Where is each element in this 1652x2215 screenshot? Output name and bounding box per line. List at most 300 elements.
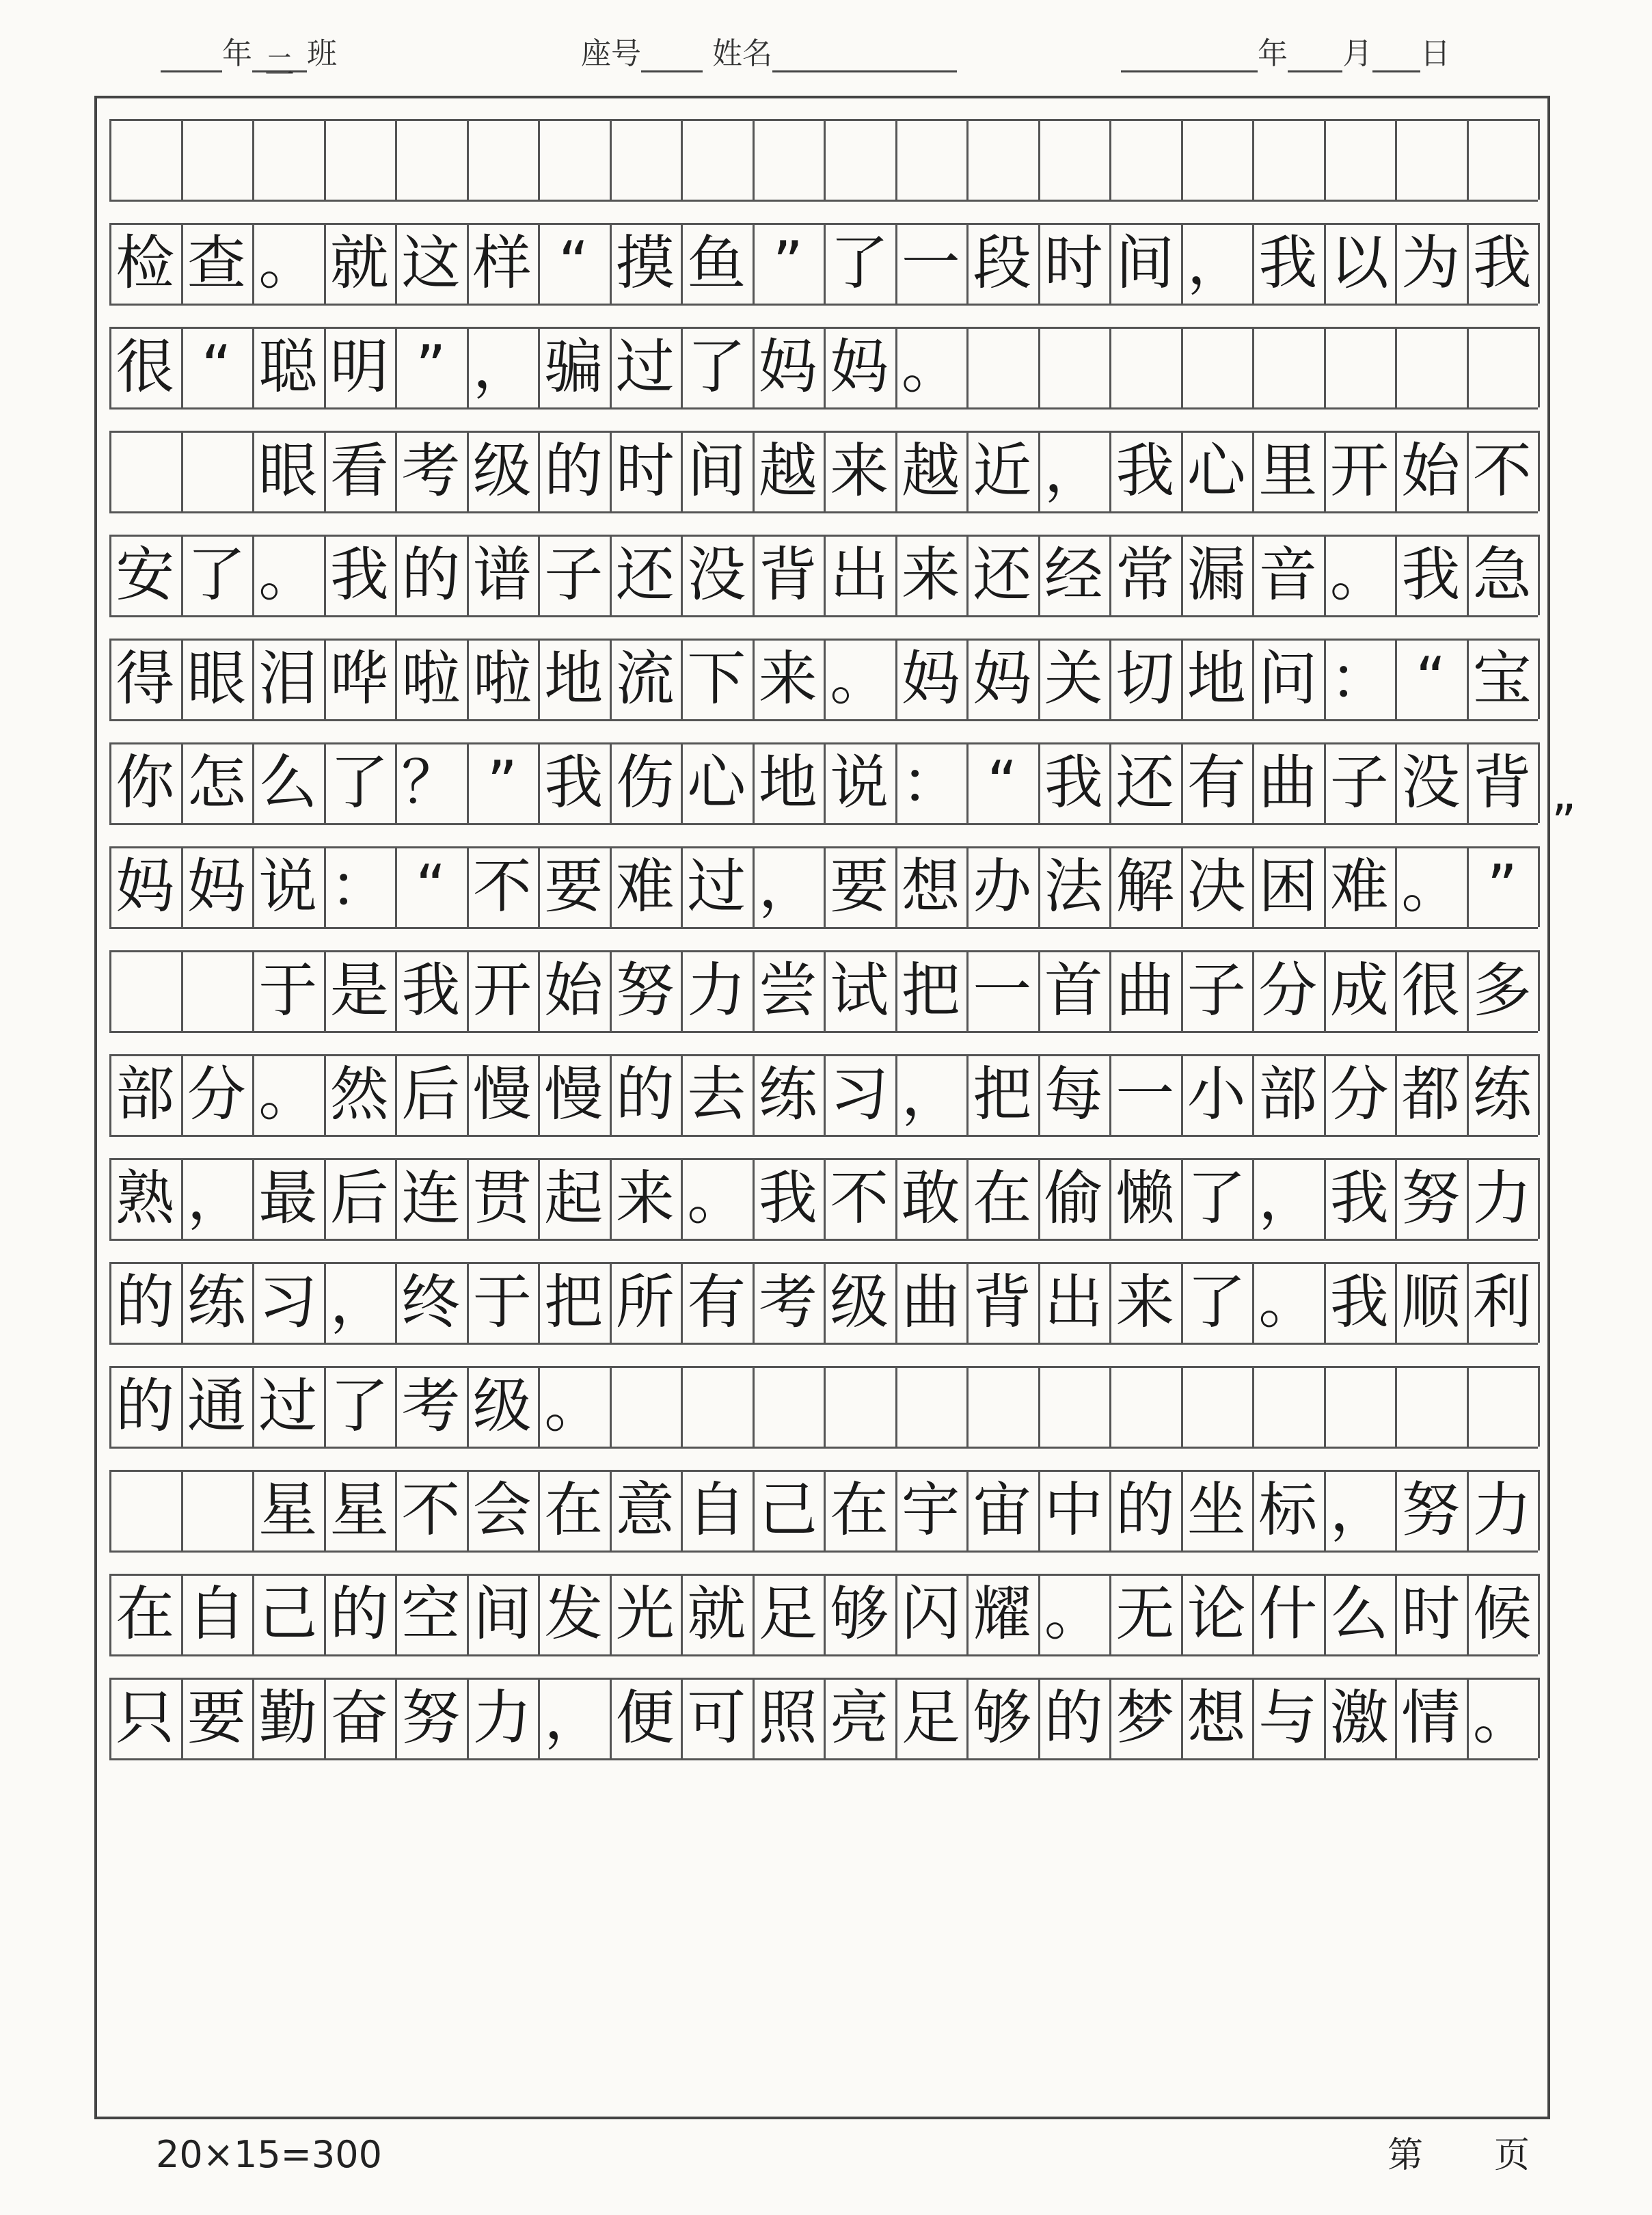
essay-line xyxy=(109,1470,1538,1550)
essay-char: 照 xyxy=(758,1684,817,1752)
essay-char: 明 xyxy=(329,333,389,401)
essay-char: 把 xyxy=(544,1268,604,1337)
essay-char: 标 xyxy=(1258,1476,1318,1544)
essay-char: 流 xyxy=(615,645,675,713)
essay-char: 什 xyxy=(1258,1580,1318,1648)
essay-char: 够 xyxy=(830,1580,889,1648)
essay-char: 级 xyxy=(472,1372,532,1440)
essay-char: 我 xyxy=(1044,749,1103,817)
essay-char: 你 xyxy=(116,749,175,817)
essay-char: 了 xyxy=(187,541,246,609)
essay-char: 有 xyxy=(687,1268,746,1337)
grid-rule xyxy=(109,615,1538,617)
name-label: 姓名 xyxy=(712,36,772,71)
essay-char: 摸 xyxy=(615,229,675,297)
essay-char: 成 xyxy=(1329,956,1389,1025)
essay-char: 子 xyxy=(1329,749,1389,817)
essay-char xyxy=(181,950,253,1031)
essay-char: 的 xyxy=(1044,1684,1103,1752)
essay-char: 看 xyxy=(329,437,389,505)
essay-char: 了 xyxy=(1187,1164,1246,1233)
essay-char: 想 xyxy=(1187,1684,1246,1752)
essay-char: 关 xyxy=(1044,645,1103,713)
essay-char: 检 xyxy=(116,229,175,297)
essay-char: 法 xyxy=(1044,853,1103,921)
character-grid xyxy=(109,119,1538,2095)
essay-char: 时 xyxy=(615,437,675,505)
essay-char: ， xyxy=(901,1060,960,1129)
essay-char: 部 xyxy=(116,1060,175,1129)
essay-char: 通 xyxy=(187,1372,246,1440)
essay-char: 奋 xyxy=(329,1684,389,1752)
essay-char: 一 xyxy=(901,229,960,297)
essay-char: 我 xyxy=(1258,229,1318,297)
essay-char: 星 xyxy=(258,1476,318,1544)
grade-class-field xyxy=(161,29,337,83)
name-blank xyxy=(772,40,957,72)
essay-char: 。 xyxy=(1329,541,1389,609)
essay-char: 背 xyxy=(1472,749,1532,817)
grid-cell-divider xyxy=(1538,950,1540,1031)
essay-char: 常 xyxy=(1115,541,1175,609)
seat-label: 座号 xyxy=(581,36,641,71)
year-blank xyxy=(1121,40,1258,72)
essay-char: 利 xyxy=(1472,1268,1532,1337)
essay-char: 妈 xyxy=(187,853,246,921)
essay-char: 过 xyxy=(687,853,746,921)
essay-char: 力 xyxy=(1472,1164,1532,1233)
essay-char: 。 xyxy=(1401,853,1461,921)
essay-char: 。 xyxy=(1258,1268,1318,1337)
essay-char: 聪 xyxy=(258,333,318,401)
essay-char: 尝 xyxy=(758,956,817,1025)
essay-char: 就 xyxy=(329,229,389,297)
essay-char: 一 xyxy=(1115,1060,1175,1129)
essay-char: 。 xyxy=(258,229,318,297)
essay-char: 在 xyxy=(973,1164,1032,1233)
essay-char: 贯 xyxy=(472,1164,532,1233)
grid-count-label: 20×15=300 xyxy=(156,2133,382,2176)
essay-char: 在 xyxy=(116,1580,175,1648)
essay-char: 我 xyxy=(758,1164,817,1233)
essay-char: 的 xyxy=(329,1580,389,1648)
essay-char: 怎 xyxy=(187,749,246,817)
essay-char: 练 xyxy=(187,1268,246,1337)
year-label: 年 xyxy=(1258,36,1288,71)
essay-char: 偷 xyxy=(1044,1164,1103,1233)
grid-rule xyxy=(109,1447,1538,1449)
essay-char: 骗 xyxy=(544,333,604,401)
essay-char: 考 xyxy=(401,1372,461,1440)
essay-char xyxy=(181,1470,253,1550)
grid-rule xyxy=(109,511,1538,513)
essay-char: ： xyxy=(1329,645,1389,713)
essay-char: 解 xyxy=(1115,853,1175,921)
essay-char: 很 xyxy=(1401,956,1461,1025)
essay-char: 还 xyxy=(973,541,1032,609)
essay-char: ” xyxy=(415,333,446,401)
essay-char: 努 xyxy=(1401,1476,1461,1544)
grid-cell-divider xyxy=(1538,1574,1540,1654)
essay-char: 出 xyxy=(1044,1268,1103,1337)
essay-char: 音 xyxy=(1258,541,1318,609)
essay-char: 坐 xyxy=(1187,1476,1246,1544)
essay-char: 耀 xyxy=(973,1580,1032,1648)
essay-char: 开 xyxy=(1329,437,1389,505)
grid-rule xyxy=(109,1135,1538,1137)
essay-char: 自 xyxy=(687,1476,746,1544)
essay-line xyxy=(109,846,1538,927)
essay-char: 在 xyxy=(544,1476,604,1544)
grid-rule xyxy=(109,719,1538,721)
essay-line xyxy=(109,1574,1538,1654)
essay-char: “ xyxy=(201,333,232,401)
essay-char: 漏 xyxy=(1187,541,1246,609)
grid-rule xyxy=(109,823,1538,825)
essay-char: 己 xyxy=(258,1580,318,1648)
grid-cell-divider xyxy=(1538,1366,1540,1447)
essay-char: 了 xyxy=(329,1372,389,1440)
essay-line xyxy=(109,327,1538,407)
essay-char: 练 xyxy=(1472,1060,1532,1129)
essay-char: 要 xyxy=(544,853,604,921)
essay-char: 宇 xyxy=(901,1476,960,1544)
grid-rule xyxy=(109,200,1538,202)
essay-char xyxy=(109,1470,181,1550)
essay-char: ， xyxy=(758,853,817,921)
essay-char: 经 xyxy=(1044,541,1103,609)
essay-char: 来 xyxy=(758,645,817,713)
essay-char: 级 xyxy=(472,437,532,505)
grid-rule xyxy=(109,1550,1538,1553)
essay-char: 里 xyxy=(1258,437,1318,505)
essay-char: 难 xyxy=(1329,853,1389,921)
grid-rule xyxy=(109,1758,1538,1760)
essay-char: 我 xyxy=(1472,229,1532,297)
essay-char: “ xyxy=(1415,645,1446,713)
essay-char xyxy=(109,950,181,1031)
essay-char: ， xyxy=(329,1268,389,1337)
essay-char: 与 xyxy=(1258,1684,1318,1752)
essay-char: “ xyxy=(558,229,589,297)
seat-blank xyxy=(641,40,703,72)
essay-line xyxy=(109,1054,1538,1135)
essay-char: 地 xyxy=(544,645,604,713)
essay-char: 眼 xyxy=(258,437,318,505)
essay-char: 的 xyxy=(544,437,604,505)
essay-char: 我 xyxy=(401,956,461,1025)
essay-char: ， xyxy=(1187,229,1246,297)
grade-blank xyxy=(161,40,222,72)
essay-char: 段 xyxy=(973,229,1032,297)
essay-char: 不 xyxy=(1472,437,1532,505)
essay-char: 力 xyxy=(687,956,746,1025)
essay-char: 闪 xyxy=(901,1580,960,1648)
essay-char: 越 xyxy=(901,437,960,505)
essay-char: 把 xyxy=(973,1060,1032,1129)
essay-char: 间 xyxy=(472,1580,532,1648)
essay-grid-sheet xyxy=(94,96,1550,2119)
essay-char: 还 xyxy=(615,541,675,609)
grid-cell-divider xyxy=(1538,535,1540,615)
essay-char: 了 xyxy=(1187,1268,1246,1337)
essay-char: 过 xyxy=(258,1372,318,1440)
essay-char: 子 xyxy=(544,541,604,609)
essay-char: 来 xyxy=(1115,1268,1175,1337)
essay-char: 间 xyxy=(687,437,746,505)
essay-char: 来 xyxy=(615,1164,675,1233)
essay-char: 考 xyxy=(758,1268,817,1337)
essay-char: 要 xyxy=(187,1684,246,1752)
essay-char: 足 xyxy=(758,1580,817,1648)
essay-char: 分 xyxy=(1258,956,1318,1025)
essay-char: 越 xyxy=(758,437,817,505)
grid-cell-divider xyxy=(1538,742,1540,823)
essay-char: ” xyxy=(1487,853,1518,921)
month-blank xyxy=(1288,40,1342,72)
essay-char: 地 xyxy=(1187,645,1246,713)
essay-char: 难 xyxy=(615,853,675,921)
essay-char: 以 xyxy=(1329,229,1389,297)
essay-char: 后 xyxy=(329,1164,389,1233)
essay-char: 小 xyxy=(1187,1060,1246,1129)
essay-char: 试 xyxy=(830,956,889,1025)
grid-cell-divider xyxy=(1538,1470,1540,1550)
grid-cell-divider xyxy=(1538,846,1540,927)
essay-char: 泪 xyxy=(258,645,318,713)
essay-char: 宝 xyxy=(1472,645,1532,713)
essay-char: ： xyxy=(901,749,960,817)
grid-cell-divider xyxy=(1538,1678,1540,1758)
essay-char: 曲 xyxy=(1115,956,1175,1025)
essay-char: 还 xyxy=(1115,749,1175,817)
essay-char: 出 xyxy=(830,541,889,609)
essay-char: 然 xyxy=(329,1060,389,1129)
essay-char: 妈 xyxy=(901,645,960,713)
essay-char: 我 xyxy=(544,749,604,817)
grid-rule xyxy=(109,304,1538,306)
day-label: 日 xyxy=(1420,36,1450,71)
date-field xyxy=(1121,29,1450,72)
essay-char: 首 xyxy=(1044,956,1103,1025)
essay-char: 努 xyxy=(401,1684,461,1752)
essay-char: 过 xyxy=(615,333,675,401)
essay-line xyxy=(109,1366,1538,1447)
essay-char: 妈 xyxy=(758,333,817,401)
essay-char: 要 xyxy=(830,853,889,921)
essay-char: 顺 xyxy=(1401,1268,1461,1337)
essay-char: 敢 xyxy=(901,1164,960,1233)
essay-char: 心 xyxy=(687,749,746,817)
essay-char: 没 xyxy=(1401,749,1461,817)
essay-char: 么 xyxy=(258,749,318,817)
essay-line xyxy=(109,742,1538,823)
essay-char: 曲 xyxy=(901,1268,960,1337)
essay-char: 候 xyxy=(1472,1580,1532,1648)
essay-char: 论 xyxy=(1187,1580,1246,1648)
class-number: 二 xyxy=(252,40,307,72)
essay-char: 谱 xyxy=(472,541,532,609)
essay-char: 查 xyxy=(187,229,246,297)
essay-char: 分 xyxy=(1329,1060,1389,1129)
essay-char: 为 xyxy=(1401,229,1461,297)
grid-cell-divider xyxy=(1538,119,1540,200)
essay-char: 懒 xyxy=(1115,1164,1175,1233)
essay-char: 。 xyxy=(901,333,960,401)
essay-char: 了 xyxy=(329,749,389,817)
essay-char: 级 xyxy=(830,1268,889,1337)
essay-char: 我 xyxy=(1329,1164,1389,1233)
essay-char: 。 xyxy=(1044,1580,1103,1648)
essay-char: 得 xyxy=(116,645,175,713)
grid-cell-divider xyxy=(1538,327,1540,407)
seat-name-field xyxy=(581,29,957,72)
essay-char: 己 xyxy=(758,1476,817,1544)
essay-char: 一 xyxy=(973,956,1032,1025)
essay-char: 空 xyxy=(401,1580,461,1648)
essay-char: 所 xyxy=(615,1268,675,1337)
essay-char: 可 xyxy=(687,1684,746,1752)
essay-char: 不 xyxy=(830,1164,889,1233)
essay-char: 习 xyxy=(830,1060,889,1129)
essay-char: 力 xyxy=(1472,1476,1532,1544)
essay-char: ” xyxy=(772,229,804,297)
essay-char: 地 xyxy=(758,749,817,817)
essay-char: 有 xyxy=(1187,749,1246,817)
essay-char: 把 xyxy=(901,956,960,1025)
class-label: 班 xyxy=(307,36,337,71)
essay-char: 了 xyxy=(830,229,889,297)
essay-char: 考 xyxy=(401,437,461,505)
essay-char: 便 xyxy=(615,1684,675,1752)
essay-char: 于 xyxy=(472,1268,532,1337)
essay-char: 眼 xyxy=(187,645,246,713)
essay-line xyxy=(109,950,1538,1031)
grid-cell-divider xyxy=(1538,223,1540,304)
essay-char: 想 xyxy=(901,853,960,921)
essay-char: 妈 xyxy=(973,645,1032,713)
essay-char: 我 xyxy=(1401,541,1461,609)
grid-cell-divider xyxy=(1538,1054,1540,1135)
essay-char: 时 xyxy=(1044,229,1103,297)
essay-char: 啦 xyxy=(401,645,461,713)
essay-char: 伤 xyxy=(615,749,675,817)
day-blank xyxy=(1372,40,1420,72)
essay-line xyxy=(109,1158,1538,1239)
essay-char: 意 xyxy=(615,1476,675,1544)
essay-char: ， xyxy=(544,1684,604,1752)
essay-char: 在 xyxy=(830,1476,889,1544)
month-label: 月 xyxy=(1342,36,1372,71)
grid-rule xyxy=(109,927,1538,929)
essay-char: 始 xyxy=(544,956,604,1025)
essay-line xyxy=(109,119,1538,200)
essay-char: 心 xyxy=(1187,437,1246,505)
essay-char: 近 xyxy=(973,437,1032,505)
essay-char: ， xyxy=(1044,437,1103,505)
essay-char: 是 xyxy=(329,956,389,1025)
essay-char: 。 xyxy=(687,1164,746,1233)
essay-char: 。 xyxy=(258,541,318,609)
essay-char: 自 xyxy=(187,1580,246,1648)
essay-char: 背 xyxy=(973,1268,1032,1337)
essay-char: 决 xyxy=(1187,853,1246,921)
grid-cell-divider xyxy=(1538,431,1540,511)
grid-rule xyxy=(109,1031,1538,1033)
essay-char: 勤 xyxy=(258,1684,318,1752)
essay-char: 去 xyxy=(687,1060,746,1129)
essay-char: 的 xyxy=(615,1060,675,1129)
essay-char: 光 xyxy=(615,1580,675,1648)
essay-char: 宙 xyxy=(973,1476,1032,1544)
essay-char: ： xyxy=(329,853,389,921)
essay-char: 起 xyxy=(544,1164,604,1233)
grid-rule xyxy=(109,1239,1538,1241)
essay-char: 问 xyxy=(1258,645,1318,713)
essay-char: 亮 xyxy=(830,1684,889,1752)
essay-char: 会 xyxy=(472,1476,532,1544)
essay-line xyxy=(109,639,1538,719)
essay-char: 努 xyxy=(1401,1164,1461,1233)
essay-char: 么 xyxy=(1329,1580,1389,1648)
essay-char: 无 xyxy=(1115,1580,1175,1648)
essay-char: 我 xyxy=(329,541,389,609)
margin-quote-mark: ” xyxy=(1552,794,1577,850)
essay-char: 妈 xyxy=(116,853,175,921)
essay-char: ， xyxy=(187,1164,246,1233)
essay-line xyxy=(109,1678,1538,1758)
essay-line xyxy=(109,223,1538,304)
essay-char: 间 xyxy=(1115,229,1175,297)
essay-char: ？ xyxy=(401,749,461,817)
essay-char: 哗 xyxy=(329,645,389,713)
essay-char: 我 xyxy=(1115,437,1175,505)
essay-char: 最 xyxy=(258,1164,318,1233)
worksheet-header xyxy=(0,0,1652,89)
essay-char: 够 xyxy=(973,1684,1032,1752)
essay-char: ， xyxy=(1329,1476,1389,1544)
essay-char: 没 xyxy=(687,541,746,609)
essay-char: 说 xyxy=(830,749,889,817)
grade-label: 年 xyxy=(222,36,252,71)
page-number-label: 第 页 xyxy=(1387,2135,1530,2176)
essay-line xyxy=(109,431,1538,511)
essay-char: 的 xyxy=(1115,1476,1175,1544)
essay-char: 啦 xyxy=(472,645,532,713)
grid-cell-divider xyxy=(1538,1158,1540,1239)
essay-char: 妈 xyxy=(830,333,889,401)
essay-char: 中 xyxy=(1044,1476,1103,1544)
essay-char: 办 xyxy=(973,853,1032,921)
essay-char: ， xyxy=(472,333,532,401)
essay-char: 于 xyxy=(258,956,318,1025)
essay-char: “ xyxy=(986,749,1018,817)
essay-char: “ xyxy=(415,853,446,921)
essay-char: 这 xyxy=(401,229,461,297)
essay-char: 终 xyxy=(401,1268,461,1337)
essay-char: 切 xyxy=(1115,645,1175,713)
essay-char: 始 xyxy=(1401,437,1461,505)
essay-char: 后 xyxy=(401,1060,461,1129)
essay-char: 。 xyxy=(258,1060,318,1129)
grid-rule xyxy=(109,407,1538,410)
essay-char: 鱼 xyxy=(687,229,746,297)
essay-char: 背 xyxy=(758,541,817,609)
essay-char: 部 xyxy=(1258,1060,1318,1129)
essay-char: 梦 xyxy=(1115,1684,1175,1752)
grid-cell-divider xyxy=(1538,639,1540,719)
essay-char: 努 xyxy=(615,956,675,1025)
